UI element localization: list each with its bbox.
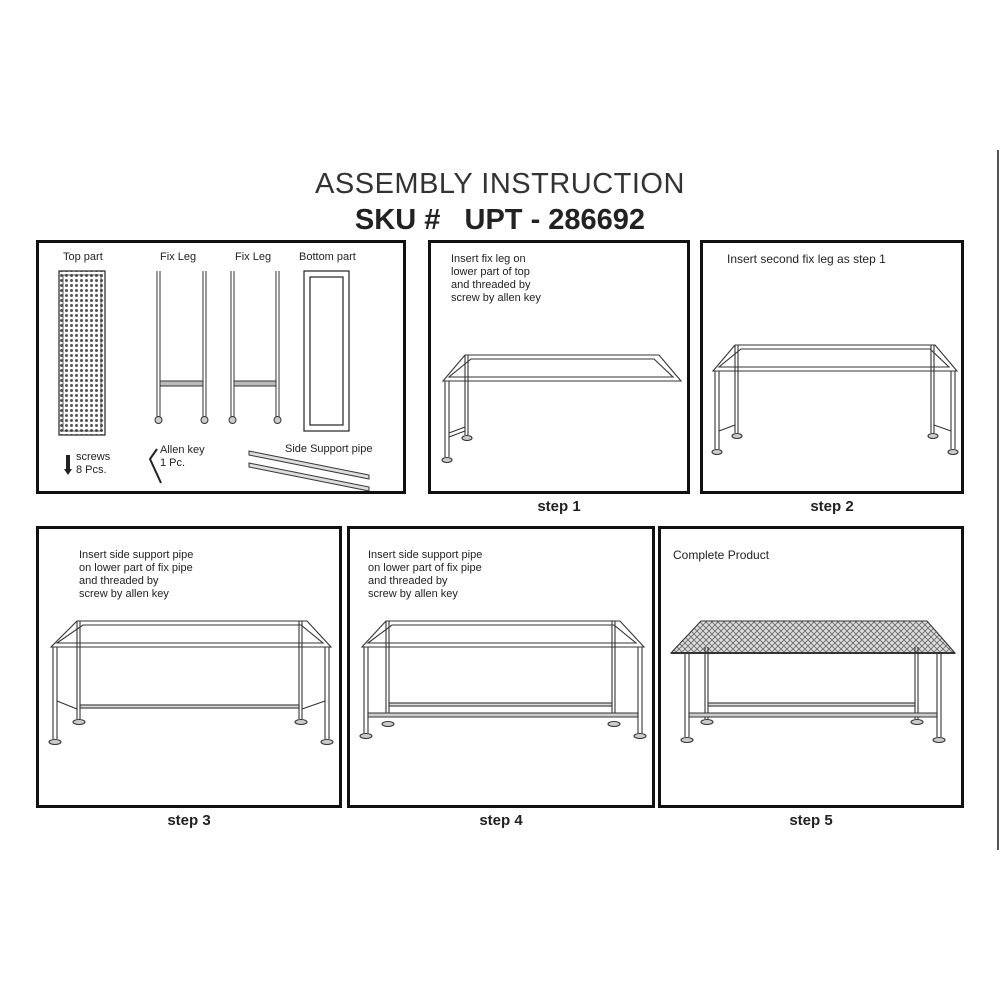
step-4-caption: step 4 xyxy=(479,812,523,829)
screw-drawing xyxy=(64,455,72,475)
step-5-panel xyxy=(658,526,964,808)
sku-value: UPT - 286692 xyxy=(464,204,646,236)
top-part-label: Top part xyxy=(63,251,103,263)
allen-key-label: Allen key 1 Pc. xyxy=(160,444,205,469)
step-2-panel xyxy=(700,240,964,494)
bottom-part-label: Bottom part xyxy=(299,251,356,263)
top-part-drawing xyxy=(59,271,105,435)
step-3-caption: step 3 xyxy=(167,812,211,829)
step-1-instruction: Insert fix leg on lower part of top and threaded by screw by allen key xyxy=(451,253,541,304)
step-3-panel xyxy=(36,526,342,808)
step-2-illustration xyxy=(703,243,964,494)
step-5-caption: step 5 xyxy=(789,812,833,829)
step-5-illustration xyxy=(661,529,964,808)
document-title: ASSEMBLY INSTRUCTION xyxy=(315,168,685,200)
fix-leg-2-label: Fix Leg xyxy=(235,251,272,263)
step-4-panel xyxy=(347,526,655,808)
side-support-pipe-label: Side Support pipe xyxy=(285,443,373,455)
step-1-caption: step 1 xyxy=(537,498,581,515)
step-4-instruction: Insert side support pipe on lower part of fix pipe and threaded by screw by allen key xyxy=(368,549,483,600)
step-2-instruction: Insert second fix leg as step 1 xyxy=(727,252,886,266)
page-edge-line xyxy=(997,150,999,850)
step-1-panel xyxy=(428,240,690,494)
screws-label: screws 8 Pcs. xyxy=(76,451,111,476)
step-3-instruction: Insert side support pipe on lower part of fix pipe and threaded by screw by allen key xyxy=(79,549,194,600)
sku-label: SKU # xyxy=(354,204,441,236)
fix-leg-1-drawing xyxy=(155,271,208,424)
fix-leg-1-label: Fix Leg xyxy=(160,251,197,263)
parts-panel xyxy=(36,240,406,494)
step-2-caption: step 2 xyxy=(810,498,854,515)
bottom-part-drawing xyxy=(304,271,349,431)
sku-line xyxy=(0,204,1000,237)
fix-leg-2-drawing xyxy=(229,271,281,424)
step-5-instruction: Complete Product xyxy=(673,548,770,562)
side-support-pipe-drawing xyxy=(249,451,369,491)
